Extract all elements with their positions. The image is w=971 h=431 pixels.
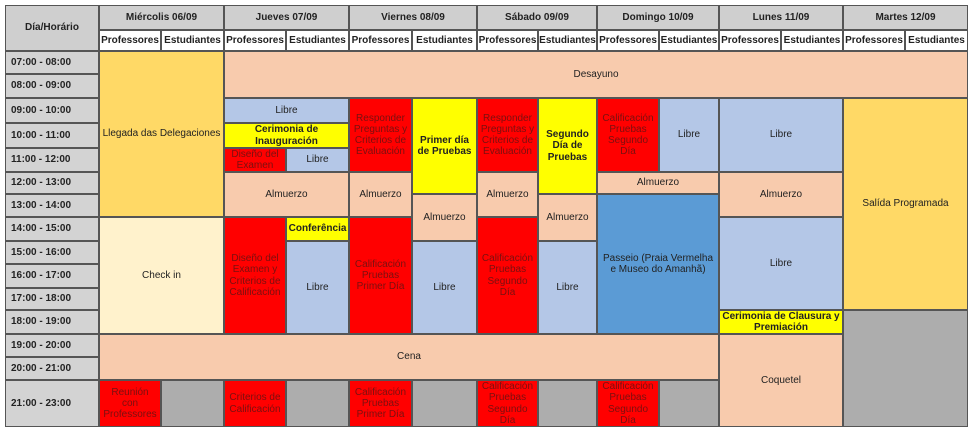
event-libre-jueves-2: Libre: [286, 148, 349, 172]
subheader-estudiantes: Estudiantes: [905, 30, 968, 51]
time-label: 08:00 - 09:00: [5, 74, 99, 98]
event-desayuno: Desayuno: [224, 51, 968, 98]
event-gray-sabado: [538, 380, 597, 427]
subheader-estudiantes: Estudiantes: [781, 30, 843, 51]
subheader-estudiantes: Estudiantes: [286, 30, 349, 51]
event-cena: Cena: [99, 334, 719, 380]
event-almuerzo-sabado-est: Almuerzo: [538, 194, 597, 241]
day-header-jueves-07-09: Jueves 07/09: [224, 5, 349, 30]
corner-label: Día/Horário: [5, 5, 99, 51]
time-label: 15:00 - 16:00: [5, 241, 99, 264]
time-label: 18:00 - 19:00: [5, 310, 99, 334]
event-diseno-examen-2: Diseño del Examen y Criterios de Calificación: [224, 217, 286, 334]
event-ceremonia-clausura: Cerimonia de Clausura y Premiación: [719, 310, 843, 334]
event-reunion-profesores: Reunión con Professores: [99, 380, 161, 427]
event-coquetel: Coquetel: [719, 334, 843, 427]
event-ceremonia-inauguracion: Cerimonia de Inauguración: [224, 123, 349, 148]
event-libre-lunes-1: Libre: [719, 98, 843, 172]
time-label: 21:00 - 23:00: [5, 380, 99, 427]
time-label: 09:00 - 10:00: [5, 98, 99, 123]
day-header-viernes-08-09: Viernes 08/09: [349, 5, 477, 30]
event-responder-sabado: Responder Preguntas y Criterios de Evaluación: [477, 98, 538, 172]
time-label: 12:00 - 13:00: [5, 172, 99, 194]
event-almuerzo-domingo: Almuerzo: [597, 172, 719, 194]
time-label: 20:00 - 21:00: [5, 357, 99, 380]
event-diseno-examen-1: Diseño del Examen: [224, 148, 286, 172]
subheader-professores: Professores: [349, 30, 412, 51]
time-label: 11:00 - 12:00: [5, 148, 99, 172]
subheader-professores: Professores: [597, 30, 659, 51]
event-calificacion-sabado: Calificación Pruebas Segundo Día: [477, 217, 538, 334]
subheader-estudiantes: Estudiantes: [161, 30, 224, 51]
event-calificacion-domingo-noche: Calificación Pruebas Segundo Día: [597, 380, 659, 427]
subheader-estudiantes: Estudiantes: [412, 30, 477, 51]
time-label: 16:00 - 17:00: [5, 264, 99, 288]
subheader-estudiantes: Estudiantes: [659, 30, 719, 51]
event-criterios-calificacion: Criterios de Calificación: [224, 380, 286, 427]
event-almuerzo-viernes-est: Almuerzo: [412, 194, 477, 241]
event-llegada-delegaciones: Llegada das Delegaciones: [99, 51, 224, 217]
subheader-professores: Professores: [719, 30, 781, 51]
event-calificacion-viernes-noche: Calificación Pruebas Primer Día: [349, 380, 412, 427]
event-almuerzo-sabado-prof: Almuerzo: [477, 172, 538, 217]
event-checkin: Check in: [99, 217, 224, 334]
day-header-miercolis-06-09: Miércolis 06/09: [99, 5, 224, 30]
event-libre-viernes: Libre: [412, 241, 477, 334]
time-label: 10:00 - 11:00: [5, 123, 99, 148]
event-calificacion-viernes: Calificación Pruebas Primer Día: [349, 217, 412, 334]
time-label: 07:00 - 08:00: [5, 51, 99, 74]
event-almuerzo-viernes-prof: Almuerzo: [349, 172, 412, 217]
event-salida-programada: Salída Programada: [843, 98, 968, 310]
event-calificacion-domingo-1: Calificación Pruebas Segundo Día: [597, 98, 659, 172]
subheader-professores: Professores: [224, 30, 286, 51]
event-gray-domingo: [659, 380, 719, 427]
event-segundo-dia-pruebas: Segundo Día de Pruebas: [538, 98, 597, 194]
event-gray-martes: [843, 310, 968, 427]
event-libre-lunes-2: Libre: [719, 217, 843, 310]
event-primer-dia-pruebas: Primer día de Pruebas: [412, 98, 477, 194]
event-almuerzo-lunes: Almuerzo: [719, 172, 843, 217]
day-header-sabado-09-09: Sábado 09/09: [477, 5, 597, 30]
time-label: 17:00 - 18:00: [5, 288, 99, 310]
event-responder-viernes: Responder Preguntas y Criterios de Evaluación: [349, 98, 412, 172]
event-almuerzo-jueves: Almuerzo: [224, 172, 349, 217]
event-calificacion-sabado-noche: Calificación Pruebas Segundo Día: [477, 380, 538, 427]
event-gray-jueves: [286, 380, 349, 427]
subheader-professores: Professores: [99, 30, 161, 51]
subheader-professores: Professores: [477, 30, 538, 51]
event-libre-sabado: Libre: [538, 241, 597, 334]
event-libre-jueves-1: Libre: [224, 98, 349, 123]
day-header-martes-12-09: Martes 12/09: [843, 5, 968, 30]
event-gray-miercoles: [161, 380, 224, 427]
subheader-professores: Professores: [843, 30, 905, 51]
event-gray-viernes: [412, 380, 477, 427]
event-libre-domingo: Libre: [659, 98, 719, 172]
event-libre-jueves-3: Libre: [286, 241, 349, 334]
event-passeio: Passeio (Praia Vermelha e Museo do Amanhã): [597, 194, 719, 334]
subheader-estudiantes: Estudiantes: [538, 30, 597, 51]
day-header-domingo-10-09: Domingo 10/09: [597, 5, 719, 30]
day-header-lunes-11-09: Lunes 11/09: [719, 5, 843, 30]
time-label: 19:00 - 20:00: [5, 334, 99, 357]
time-label: 14:00 - 15:00: [5, 217, 99, 241]
time-label: 13:00 - 14:00: [5, 194, 99, 217]
event-conferencia: Conferência: [286, 217, 349, 241]
